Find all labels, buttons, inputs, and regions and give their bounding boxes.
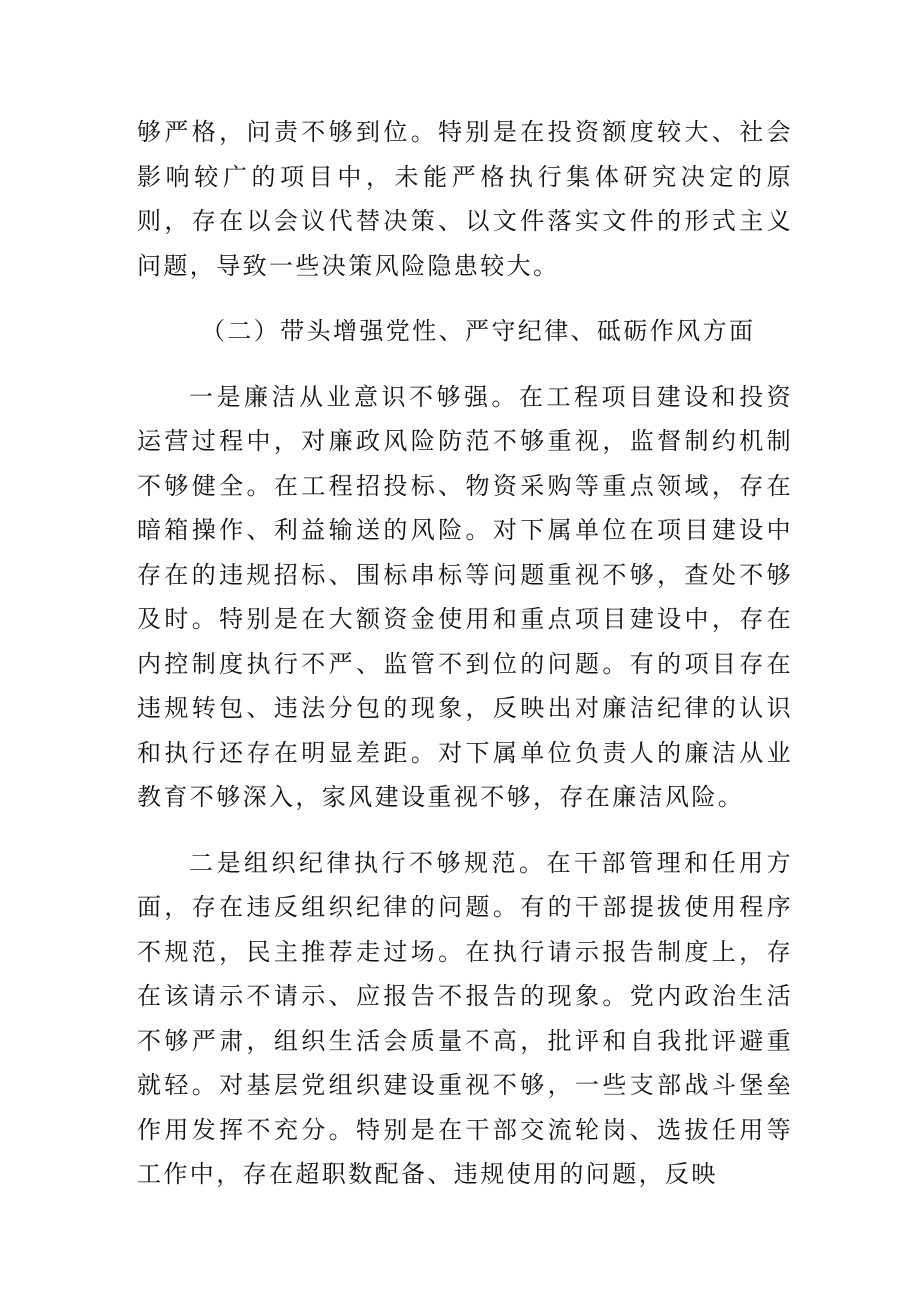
paragraph-discipline: 二是组织纪律执行不够规范。在干部管理和任用方面，存在违反组织纪律的问题。有的干部提拔使用程序不规范，民主推荐走过场。在执行请示报告制度上，存在该请示不请示、应报告不报告的现象。党内政治生活不够严肃，组织生活会质量不高，批评和自我批评避重就轻。对基层党组织建设重视不够，一些支部战斗堡垒作用发挥不充分。特别是在干部交流轮岗、选拔任用等工作中，存在超职数配备、违规使用的问题，反映 — [137, 848, 793, 1188]
paragraph-continuation: 够严格，问责不够到位。特别是在投资额度较大、社会影响较广的项目中，未能严格执行集体研究决定的原则，存在以会议代替决策、以文件落实文件的形式主义问题，导致一些决策风险隐患较大。 — [137, 118, 793, 280]
paragraph-integrity: 一是廉洁从业意识不够强。在工程项目建设和投资运营过程中，对廉政风险防范不够重视，监督制约机制不够健全。在工程招投标、物资采购等重点领域，存在暗箱操作、利益输送的风险。对下属单位在项目建设中存在的违规招标、围标串标等问题重视不够，查处不够及时。特别是在大额资金使用和重点项目建设中，存在内控制度执行不严、监管不到位的问题。有的项目存在违规转包、违法分包的现象，反映出对廉洁纪律的认识和执行还存在明显差距。对下属单位负责人的廉洁从业教育不够深入，家风建设重视不够，存在廉洁风险。 — [137, 382, 793, 811]
document-body — [137, 110, 793, 1197]
section-heading: （二）带头增强党性、严守纪律、砥砺作风方面 — [201, 317, 756, 345]
